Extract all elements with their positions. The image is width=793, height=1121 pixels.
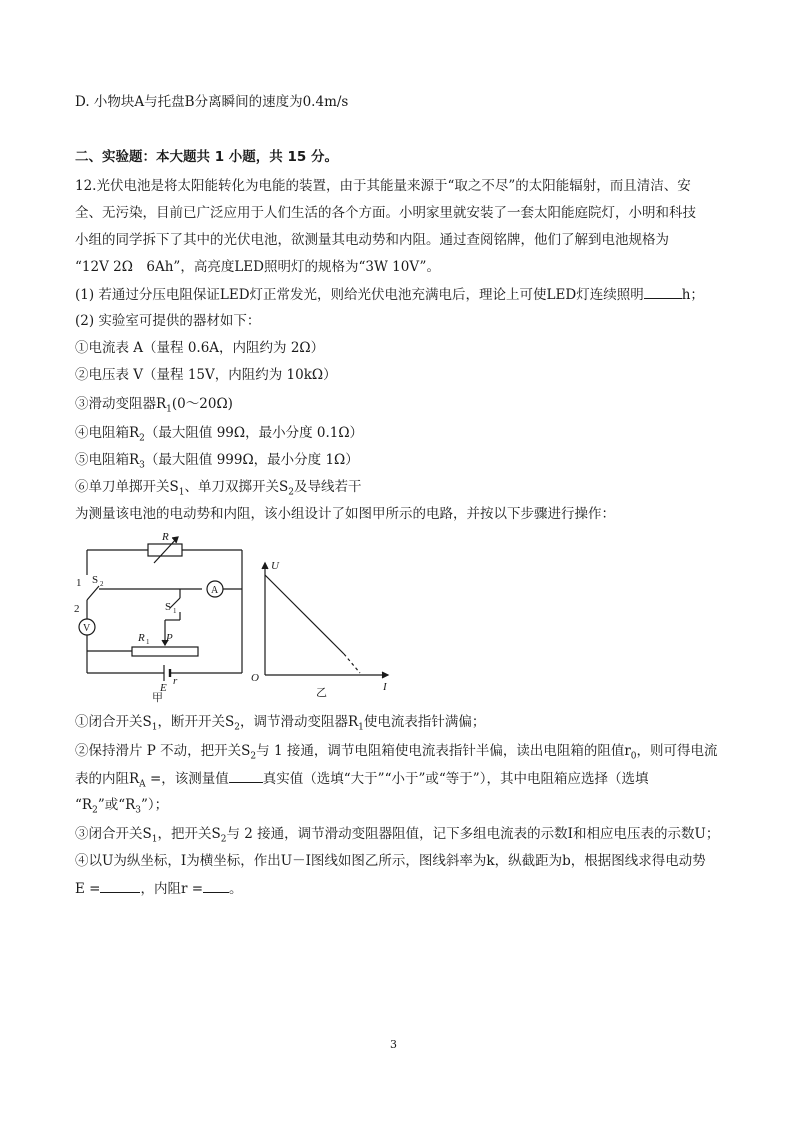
step-2-line-2-a: 表的内阻R: [75, 771, 140, 787]
label-origin: O: [251, 672, 259, 684]
ui-graph: [248, 555, 398, 700]
answer-blank-internal-resistance[interactable]: [203, 878, 229, 893]
step-4-end: 。: [229, 881, 243, 897]
switch-s2-label: 、单刀双掷开关S: [184, 479, 289, 495]
step-2-line-2: [75, 768, 648, 795]
label-r1: R: [138, 632, 145, 644]
rheostat-range: (0～20Ω): [171, 396, 233, 412]
label-ammeter: A: [211, 585, 219, 596]
label-u-axis: U: [271, 560, 279, 572]
step-1-b-sub: 2: [234, 722, 240, 733]
switch-s1-sub: 1: [178, 487, 185, 498]
circuit-diagram: [70, 528, 250, 703]
label-p: P: [166, 632, 173, 644]
wires-label: 及导线若干: [293, 479, 362, 495]
step-2-line-1: [75, 741, 718, 767]
step-2-line-3-b-sub: 3: [135, 805, 142, 816]
step-3: [75, 824, 719, 850]
step-2-c: ，则可得电流: [636, 743, 718, 759]
step-4-line-2: [75, 878, 243, 899]
caption-yi: 乙: [316, 687, 327, 699]
step-2-line-3-a: “R: [75, 797, 93, 813]
ui-line-extension: [344, 654, 360, 673]
step-1-c: ，调节滑动变阻器R: [239, 714, 359, 730]
intro-line-2: 全、无污染，目前已广泛应用于人们生活的各个方面。小明家里就安装了一套太阳能庭院灯，小明和科技: [75, 205, 696, 221]
switch-s1-label: ⑥单刀单掷开关S: [75, 479, 179, 495]
step-1-b: ，断开开关S: [157, 714, 235, 730]
step-3-c: 与 2 接通，调节滑动变阻器阻值，记下多组电流表的示数I和相应电压表的示数U；: [226, 826, 720, 842]
answer-blank-hours[interactable]: [644, 284, 682, 299]
option-d: D. 小物块A与托盘B分离瞬间的速度为0.4m/s: [75, 94, 349, 110]
label-i-axis: I: [383, 681, 387, 693]
step-3-a-sub: 1: [151, 834, 158, 845]
box-r3-label: ⑤电阻箱R: [75, 452, 140, 468]
step-1-a-sub: 1: [151, 722, 158, 733]
step-2-b: 与 1 接通，调节电阻箱使电流表指针半偏，读出电阻箱的阻值r: [256, 743, 631, 759]
rheostat-label: ③滑动变阻器R: [75, 396, 167, 412]
rheostat-r1: [132, 647, 198, 656]
step-1-c-sub: 1: [358, 722, 364, 733]
section-heading: 二、实验题：本大题共 1 小题，共 15 分。: [75, 149, 338, 165]
label-voltmeter: V: [83, 623, 91, 634]
step-2-line-2-b: =，该测量值: [145, 771, 229, 787]
step-3-a: ③闭合开关S: [75, 826, 152, 842]
step-2-a: ②保持滑片 P 不动，把开关S: [75, 743, 251, 759]
label-s2-sub: 2: [100, 580, 104, 588]
design-text: 为测量该电池的电动势和内阻，该小组设计了如图甲所示的电路，并按以下步骤进行操作：: [75, 506, 615, 522]
step-2-b-sub: 0: [630, 751, 637, 762]
label-terminal-1: 1: [76, 577, 82, 589]
label-r: R: [162, 531, 169, 543]
answer-blank-comparison[interactable]: [229, 768, 263, 783]
switch-s2-sub: 2: [288, 487, 294, 498]
box-r3-sub: 3: [139, 460, 145, 471]
internal-resistance-label: ，内阻r =: [140, 881, 204, 897]
step-2-line-2-c: 真实值（选填“大于”“小于”或“等于”），其中电阻箱应选择（选填: [262, 771, 649, 787]
equipment-rheostat: [75, 394, 233, 420]
step-4-line-1: ④以U为纵坐标，I为横坐标，作出U－I图线如图乙所示，图线斜率为k，纵截距为b，根据图线求得电动势: [75, 853, 706, 869]
caption-jia: 甲: [152, 692, 163, 703]
answer-blank-emf[interactable]: [100, 878, 140, 893]
question-2: (2) 实验室可提供的器材如下：: [75, 313, 261, 329]
label-s1-sub: 1: [173, 607, 177, 615]
question-1-unit: h；: [681, 287, 704, 303]
step-1-d: 使电流表指针满偏；: [363, 714, 486, 730]
step-2-line-3-b: ”或“R: [97, 797, 136, 813]
step-3-b: ，把开关S: [157, 826, 221, 842]
question-1-text: (1) 若通过分压电阻保证LED灯正常发光，则给光伏电池充满电后，理论上可使LED灯连续照明: [75, 287, 644, 303]
intro-line-4: “12V 2Ω 6Ah”，高亮度LED照明灯的规格为“3W 10V”。: [75, 259, 440, 275]
box-r3-spec: （最大阻值 999Ω，最小分度 1Ω）: [144, 452, 359, 468]
label-r1-sub: 1: [146, 638, 150, 646]
equipment-box-r2: [75, 423, 363, 449]
equipment-ammeter: ①电流表 A（量程 0.6A，内阻约为 2Ω）: [75, 340, 325, 356]
intro-line-3: 小组的同学拆下了其中的光伏电池，欲测量其电动势和内阻。通过查阅铭牌，他们了解到电池规格为: [75, 232, 669, 248]
step-1-a: ①闭合开关S: [75, 714, 152, 730]
intro-line-1: 12.光伏电池是将太阳能转化为电能的装置，由于其能量来源于“取之不尽”的太阳能辐射，而且清洁、安: [75, 178, 691, 194]
step-2-line-3-a-sub: 2: [92, 805, 98, 816]
box-r2-label: ④电阻箱R: [75, 425, 140, 441]
ui-line: [265, 575, 344, 654]
equipment-voltmeter: ②电压表 V（量程 15V，内阻约为 10kΩ）: [75, 367, 337, 383]
step-2-line-3-c: ”）；: [141, 797, 169, 813]
equipment-box-r3: [75, 450, 359, 476]
step-2-a-sub: 2: [250, 751, 257, 762]
box-r2-spec: （最大阻值 99Ω，最小分度 0.1Ω）: [144, 425, 364, 441]
box-r2-sub: 2: [139, 433, 145, 444]
label-internal-r: r: [173, 675, 178, 687]
label-s2: S: [92, 574, 99, 586]
label-emf: E: [160, 682, 167, 694]
step-2-line-2-a-sub: A: [139, 779, 146, 790]
step-1: [75, 712, 485, 738]
page-number: 3: [390, 1038, 397, 1051]
emf-label: E =: [75, 881, 101, 897]
label-s1: S: [165, 601, 172, 613]
step-2-line-3: [75, 795, 168, 821]
question-1: [75, 284, 704, 305]
rheostat-sub: 1: [166, 404, 172, 415]
step-3-b-sub: 2: [220, 834, 227, 845]
equipment-switches: [75, 477, 361, 503]
label-terminal-2: 2: [74, 603, 80, 615]
resistor-r: [148, 544, 182, 556]
